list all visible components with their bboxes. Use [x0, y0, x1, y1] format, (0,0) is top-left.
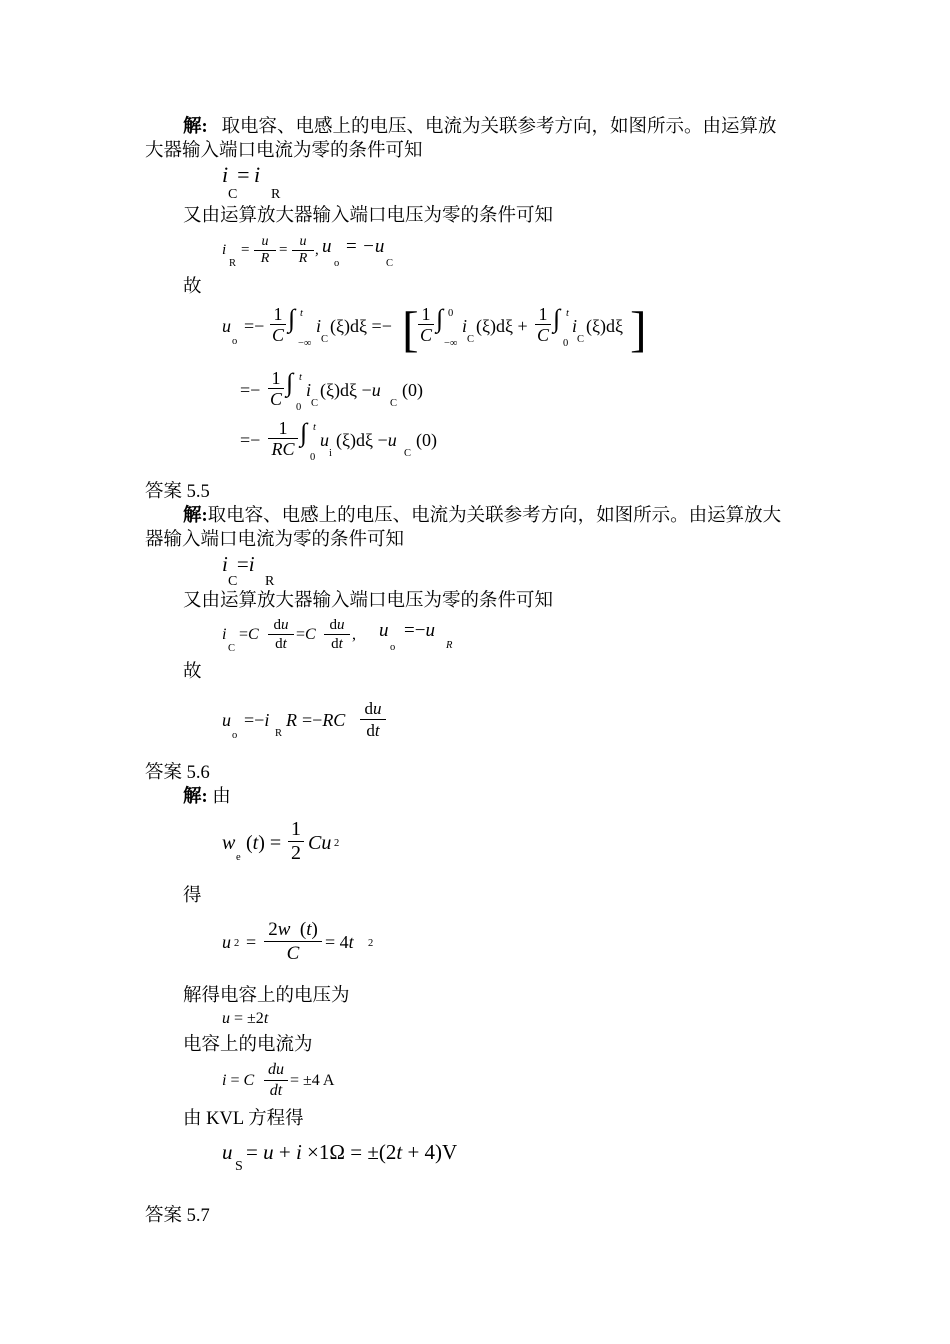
solution-label: 解:	[183, 117, 208, 137]
equation-ic-subscript: C	[228, 187, 238, 202]
ans56-voltage-text: 解得电容上的电压为	[183, 986, 350, 1006]
ans54-text-2: 又由运算放大器输入端口电压为零的条件可知	[183, 206, 554, 226]
equation-ic-equals-ir-2: i =i	[222, 552, 255, 576]
equation-u-squared: u 2 = $\frac{2w (t)}{C}$ = 4t 2	[222, 919, 374, 964]
ans54-text-line2: 大器输入端口电流为零的条件可知	[145, 141, 423, 161]
ans57-heading: 答案 5.7	[145, 1206, 210, 1226]
ans56-de: 得	[183, 886, 202, 906]
ans56-kvl-text: 由 KVL 方程得	[183, 1109, 304, 1129]
solution-label: 解:	[183, 787, 208, 807]
ans55-text-2: 又由运算放大器输入端口电压为零的条件可知	[183, 591, 554, 611]
ans56-current-text: 电容上的电流为	[183, 1035, 313, 1055]
ans54-text-line1: 取电容、电感上的电压、电流为关联参考方向，如图所示。由运算放	[221, 117, 777, 137]
equation-uo-integral-3: =− $\frac{1}{RC}$ ∫ t 0 u i (ξ)dξ −u C (0)	[240, 418, 437, 463]
equation-ic-subscript-2: C	[228, 574, 238, 589]
equation-energy: w e (t) = $\frac{1}{2}$ Cu 2	[222, 818, 340, 864]
ans54-gu: 故	[183, 277, 202, 297]
ans55-gu: 故	[183, 662, 202, 682]
ans56-heading: 答案 5.6	[145, 763, 210, 783]
ans55-heading: 答案 5.5	[145, 482, 210, 502]
equation-ic-derivative: i C =C $\frac{du}{dt}$ =C $\frac{du}{dt}$ , u o =−u R	[222, 617, 453, 654]
solution-label: 解:	[183, 506, 208, 526]
equation-uo-integral-1: u o =− $\frac{1}{C}$ ∫ t −∞ i C (ξ)dξ =− [ $\frac{1}{C}$ ∫ 0 −∞ i C (ξ)dξ + $\frac{1}{C}$ ∫ t 0 i C (ξ)dξ ]	[222, 301, 647, 357]
equation-uo-integral-2: =− $\frac{1}{C}$ ∫ t 0 i C (ξ)dξ −u C (0)	[240, 368, 423, 413]
equation-i-value: i = C $\frac{du}{dt}$ = ±4 A	[222, 1061, 335, 1099]
equation-ic-equals-ir: i = i	[222, 162, 261, 187]
equation-us-kvl: u S = u + i ×1Ω = ±(2t + 4)V	[222, 1140, 458, 1174]
equation-ir-uo: i R = $\frac{u}{R}$ = $\frac{u}{R}$ , u o = −u C	[222, 234, 394, 269]
ans55-text-line1: 取电容、电感上的电压、电流为关联参考方向，如图所示。由运算放大	[207, 506, 782, 526]
ans56-you: 由	[212, 787, 231, 807]
equation-ir-subscript-2: R	[265, 574, 275, 589]
ans54-paragraph-1	[183, 116, 777, 138]
ans55-text-line2: 器输入端口电流为零的条件可知	[145, 530, 405, 550]
ans56-paragraph-1	[183, 786, 231, 808]
equation-uo-derivative: u o =−i R R =−RC $\frac{du}{dt}$	[222, 698, 422, 746]
equation-ir-subscript: R	[271, 187, 281, 202]
ans55-paragraph-1	[183, 505, 781, 527]
equation-u-value: u = ±2t	[222, 1010, 269, 1027]
